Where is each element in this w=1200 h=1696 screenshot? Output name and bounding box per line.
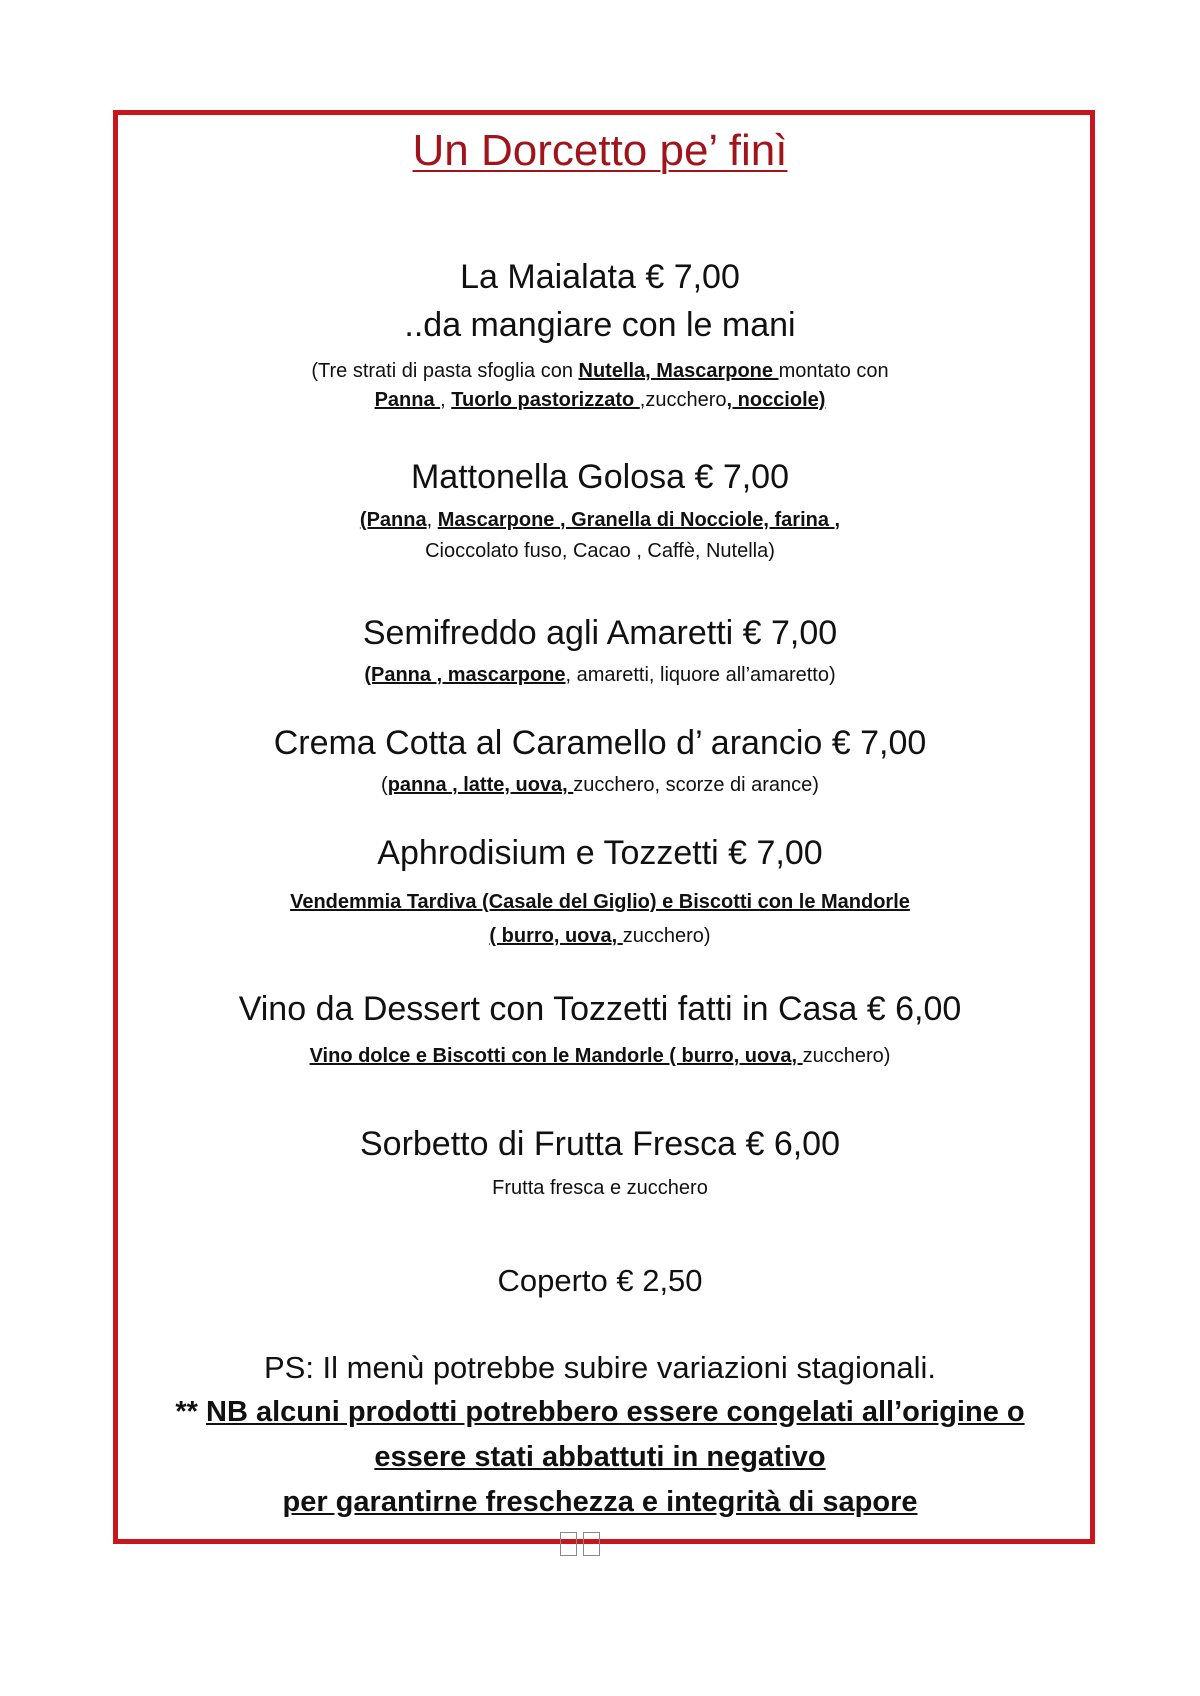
nb-note-line-2: essere stati abbattuti in negativo (374, 1441, 826, 1473)
nb-note-line-3: per garantirne freschezza e integrità di sapore (282, 1486, 918, 1518)
missing-glyph-icon (560, 1532, 604, 1558)
item-mattonella-name: Mattonella Golosa € 7,00 (410, 458, 790, 496)
nb-note-line-1: ** NB alcuni prodotti potrebbero essere congelati all’origine o (175, 1396, 1025, 1428)
item-maialata-desc-1: (Tre strati di pasta sfoglia con Nutella, Mascarpone montato con (311, 360, 889, 382)
item-sorbetto-desc: Frutta fresca e zucchero (492, 1177, 708, 1199)
item-maialata-desc-2: Panna , Tuorlo pastorizzato ,zucchero, nocciole) (374, 389, 826, 411)
item-aphrodisium-desc-1: Vendemmia Tardiva (Casale del Giglio) e Biscotti con le Mandorle (290, 891, 910, 913)
coperto-price: Coperto € 2,50 (497, 1263, 703, 1298)
item-sorbetto-name: Sorbetto di Frutta Fresca € 6,00 (359, 1125, 841, 1163)
item-aphrodisium-desc-2: ( burro, uova, zucchero) (489, 925, 711, 947)
ps-note: PS: Il menù potrebbe subire variazioni stagionali. (263, 1350, 937, 1385)
item-mattonella-desc-1: (Panna, Mascarpone , Granella di Nocciole, farina , (359, 509, 841, 531)
item-vino-dessert-name: Vino da Dessert con Tozzetti fatti in Casa € 6,00 (238, 990, 962, 1028)
item-crema-cotta-name: Crema Cotta al Caramello d’ arancio € 7,00 (273, 724, 927, 762)
item-aphrodisium-name: Aphrodisium e Tozzetti € 7,00 (377, 834, 823, 872)
menu-title: Un Dorcetto pe’ finì (412, 126, 788, 175)
item-semifreddo-desc: (Panna , mascarpone, amaretti, liquore all’amaretto) (364, 664, 836, 686)
item-mattonella-desc-2: Cioccolato fuso, Cacao , Caffè, Nutella) (425, 540, 775, 562)
item-maialata-subtitle: ..da mangiare con le mani (404, 306, 796, 344)
item-vino-dessert-desc: Vino dolce e Biscotti con le Mandorle ( burro, uova, zucchero) (309, 1045, 891, 1067)
item-maialata-name: La Maialata € 7,00 (460, 258, 740, 296)
item-semifreddo-name: Semifreddo agli Amaretti € 7,00 (362, 614, 838, 652)
item-crema-cotta-desc: (panna , latte, uova, zucchero, scorze di arance) (381, 774, 819, 796)
